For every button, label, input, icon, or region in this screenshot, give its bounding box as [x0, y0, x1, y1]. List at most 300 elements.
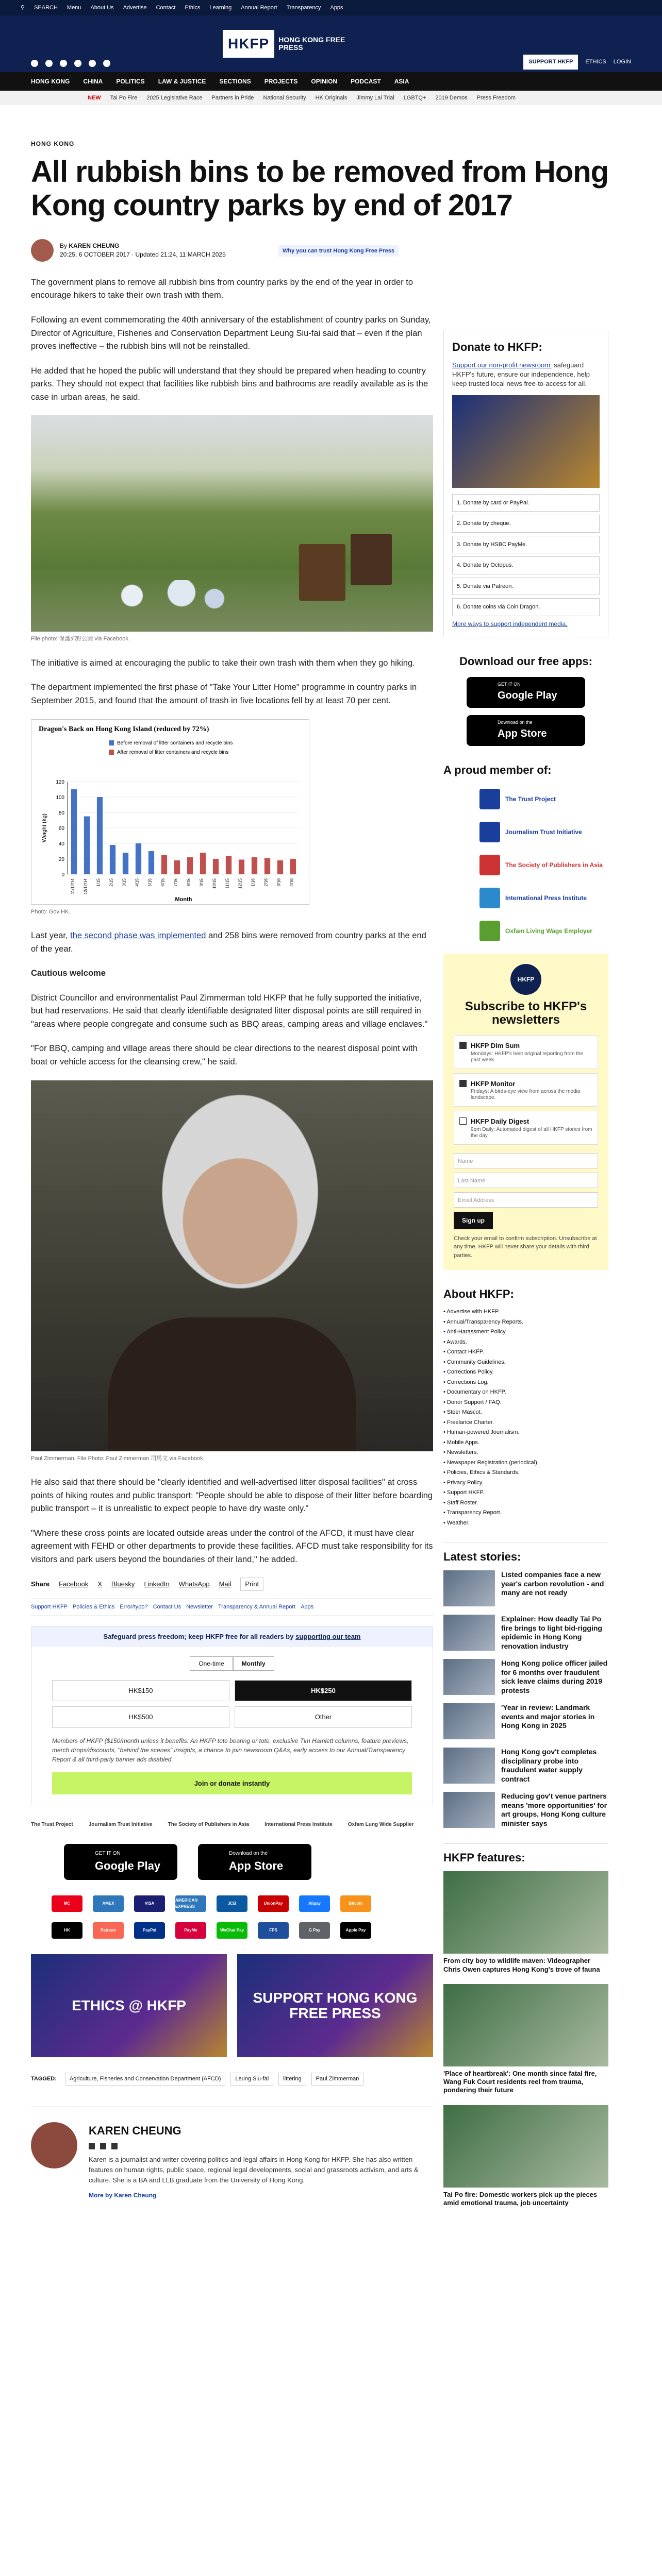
donate-option[interactable]: 4. Donate by Octopus. [452, 556, 600, 574]
y-tick-label: 20 [58, 856, 64, 862]
p6-text: Last year, [31, 931, 68, 941]
story-thumbnail[interactable] [443, 1792, 495, 1828]
main-nav [0, 72, 662, 91]
feature-image[interactable] [443, 1984, 608, 2066]
donate-box-heading [31, 1626, 433, 1647]
trending-nav [0, 91, 662, 105]
payment-method-logo: Alipay [299, 1895, 330, 1912]
nl-desc: Fridays: A birds-eye view from across the media landscape. [471, 1089, 581, 1101]
photo-caption: Paul Zimmerman. File Photo: Paul Zimmerman 司馬文 via Facebook. [31, 1455, 205, 1462]
top-link-ethics[interactable]: Ethics [185, 4, 201, 11]
paragraph: The department implemented the first phase of "Take Your Litter Home" programme in country parks in September 2015, and found that the amount of trash in five locations fell by at least 70 per cent. [31, 683, 417, 706]
amount-option[interactable]: HK$500 [52, 1706, 229, 1728]
footer-link[interactable]: Error/typo? [120, 1603, 148, 1610]
site-logo[interactable] [223, 30, 356, 58]
support-banner[interactable]: SUPPORT HONG KONG FREE PRESS [237, 1954, 433, 2057]
byline [31, 239, 433, 262]
threads-icon[interactable] [89, 60, 96, 67]
apps-heading: Download our free apps: [459, 654, 592, 668]
article-title: All rubbish bins to be removed from Hong Kong country parks by end of 2017 [31, 155, 609, 222]
story-thumbnail[interactable] [443, 1748, 495, 1784]
signup-button[interactable]: Sign up [454, 1212, 493, 1229]
rss-icon[interactable] [103, 60, 110, 67]
bar [290, 859, 296, 874]
footer-link[interactable]: Apps [301, 1603, 314, 1610]
p6-text-end: and 258 bins were removed from country parks at the end of the year. [31, 931, 426, 954]
second-phase-link[interactable]: the second phase was implemented [70, 931, 206, 941]
nav-politics[interactable]: POLITICS [116, 78, 145, 85]
member-logo[interactable] [479, 789, 608, 809]
payment-method-logo: G Pay [299, 1922, 330, 1939]
payment-method-logo: Apple Pay [340, 1922, 371, 1939]
youtube-icon[interactable] [74, 60, 81, 67]
country-park-litter-photo [31, 415, 433, 632]
about-link[interactable]: • Contact HKFP. [443, 1349, 484, 1355]
site-header [0, 15, 662, 72]
y-tick-label: 0 [61, 872, 64, 878]
litter-chart [31, 719, 309, 905]
author-name[interactable]: KAREN CHEUNG [69, 242, 120, 250]
nav-sections[interactable]: SECTIONS [219, 78, 251, 85]
top-link-apps[interactable]: Apps [330, 4, 343, 11]
feature-headline[interactable]: From city boy to wildlife maven: Videographer Chris Owen captures Hong Kong's trove of fauna [443, 1957, 600, 1973]
x-tick-label: 8/15 [186, 878, 191, 887]
newsletter-option[interactable] [454, 1111, 598, 1145]
sopa-logo[interactable]: The Society of Publishers in Asia [168, 1822, 250, 1828]
legend-swatch [109, 750, 114, 755]
bar [200, 853, 206, 874]
footer-link[interactable]: Support HKFP [31, 1603, 68, 1610]
about-link[interactable]: • Documentary on HKFP. [443, 1389, 506, 1396]
top-link-annual-report[interactable]: Annual Report [241, 4, 277, 11]
nav-china[interactable]: CHINA [83, 78, 103, 85]
paragraph: Following an event commemorating the 40th anniversary of the establishment of country parks on Sunday, Director of Agriculture, Fisheries and Conservation Department Leung Siu-fai said that – even if the plan proves ineffective – the rubbish bins will not be reinstalled. [31, 315, 431, 351]
bar [161, 855, 167, 874]
donate-card [443, 330, 608, 637]
trend-link[interactable]: Press Freedom [476, 94, 516, 101]
more-ways-link[interactable]: More ways to support independent media. [452, 620, 568, 628]
about-link[interactable]: • Anti-Harassment Policy. [443, 1329, 507, 1335]
footer-link[interactable]: Policies & Ethics [72, 1603, 115, 1610]
paragraph: He added that he hoped the public will understand that they should be prepared when heading to country parks. They should not expect that facilities like rubbish bins and bathrooms are readily available as is the case in urban areas, he said. [31, 366, 428, 402]
bar [123, 853, 128, 874]
tag[interactable]: Paul Zimmerman [311, 2073, 364, 2086]
bar [97, 797, 103, 874]
newsletter-note: Check your email to confirm subscription. Unsubscribe at any time. HKFP will never share your details with third parties. [454, 1235, 597, 1259]
latest-story[interactable] [443, 1748, 608, 1784]
x-tick-label: 2/15 [109, 878, 114, 887]
nav-podcast[interactable]: PODCAST [351, 78, 381, 85]
story-headline[interactable]: Reducing gov't venue partners means 'more opportunities' for art groups, Hong Kong culture minister says [501, 1792, 607, 1827]
about-link[interactable]: • Human-powered Journalism. [443, 1429, 520, 1436]
feature-story[interactable] [443, 1984, 608, 2095]
member-logo[interactable] [479, 855, 608, 875]
payment-method-logo: Patreon [93, 1922, 124, 1939]
about-list [443, 1308, 608, 1527]
member-logo[interactable] [479, 822, 608, 842]
donate-option[interactable]: 1. Donate by card or PayPal. [452, 494, 600, 512]
photo-caption: File photo: 保護郊野公園 via Facebook. [31, 636, 130, 642]
latest-story[interactable] [443, 1615, 608, 1651]
checkbox-icon[interactable] [459, 1117, 467, 1125]
member-name: Oxfam Living Wage Employer [505, 927, 592, 935]
bar [277, 860, 283, 874]
trend-link[interactable]: Jimmy Lai Trial [356, 94, 394, 101]
x-tick-label: 7/15 [173, 878, 178, 887]
monthly-toggle[interactable]: Monthly [233, 1656, 274, 1671]
support-hkfp-button[interactable]: SUPPORT HKFP [523, 55, 578, 70]
about-link[interactable]: • Privacy Policy. [443, 1479, 484, 1486]
share-mail[interactable]: Mail [219, 1580, 231, 1588]
feature-story[interactable] [443, 2105, 608, 2208]
payment-method-logo: AMEX [93, 1895, 124, 1912]
last-name-field[interactable]: Last Name [454, 1173, 598, 1188]
story-thumbnail[interactable] [443, 1615, 495, 1651]
article-dates: 20:25, 6 OCTOBER 2017 · Updated 21:24, 11 MARCH 2025 [60, 250, 226, 258]
member-name: The Trust Project [505, 795, 556, 803]
jti-logo[interactable]: Journalism Trust Initiative [88, 1822, 153, 1828]
apple-label: App Store [229, 1859, 284, 1873]
author-bio: Karen is a journalist and writer covering politics and legal affairs in Hong Kong for HKFP. She has also written features on human rights, public space, regional legal developments, social and grassroots activism, and arts & culture. She is a BA and LLB graduate from the University of Hong Kong. [89, 2155, 419, 2184]
gp-label: Google Play [498, 690, 557, 702]
paragraph: "For BBQ, camping and village areas there should be clear directions to the nearest disposal point with boat or vehicle access for the cleansing crew," he said. [31, 1044, 418, 1067]
top-link-contact[interactable]: Contact [156, 4, 176, 11]
about-link[interactable]: • Awards. [443, 1338, 467, 1345]
donate-option[interactable]: 3. Donate by HSBC PayMe. [452, 536, 600, 554]
features-heading: HKFP features: [443, 1843, 608, 1866]
story-thumbnail[interactable] [443, 1703, 495, 1739]
paragraph: The initiative is aimed at encouraging the public to take their own trash with them when they go hiking. [31, 658, 415, 668]
x-tick-label: 10/15 [212, 878, 217, 889]
member-name: International Press Institute [505, 894, 587, 902]
chart-caption: Photo: Gov HK. [31, 908, 71, 915]
as-label: App Store [498, 728, 547, 740]
google-small: GET IT ON [95, 1851, 121, 1857]
donate-box [31, 1626, 433, 1805]
support-newsroom-link[interactable]: Support our non-profit newsroom: [452, 361, 552, 369]
top-link-transparency[interactable]: Transparency [286, 4, 321, 11]
google-label: Google Play [95, 1859, 161, 1873]
about-link[interactable]: • Annual/Transparency Reports. [443, 1318, 524, 1325]
donate-head-text: Safeguard press freedom; keep HKFP free for all readers by [103, 1633, 294, 1641]
x-icon[interactable] [45, 60, 53, 67]
latest-story[interactable] [443, 1659, 608, 1695]
share-label: Share [31, 1580, 50, 1588]
bar [239, 859, 244, 874]
nl-title: HKFP Monitor [471, 1079, 516, 1088]
paragraph: He also said that there should be "clearly identified and well-advertised litter disposal facilities" at cross points of hiking routes and public transport: "People should be able to dispose of their litter before boarding public transport – it is unrealistic to expect people to have dry waste only." [31, 1478, 433, 1514]
why-trust-link[interactable]: Why you can trust Hong Kong Free Press [278, 245, 399, 257]
legend-entry: After removal of litter containers and recycle bins [117, 749, 229, 755]
bar [84, 816, 90, 874]
bar [174, 860, 180, 874]
newsletter-option[interactable] [454, 1035, 598, 1069]
x-tick-label: 2/16 [263, 878, 269, 887]
oxfam-logo[interactable]: Oxfam Lung Wide Supplier [347, 1822, 414, 1828]
latest-story[interactable] [443, 1703, 608, 1739]
sidebar [443, 330, 608, 2217]
legend-swatch [109, 740, 114, 745]
latest-story[interactable] [443, 1792, 608, 1828]
y-axis-label: Weight (kg) [41, 813, 47, 842]
feature-headline[interactable]: Tai Po fire: Domestic workers pick up the pieces amid emotional trauma, job uncertainty [443, 2190, 598, 2207]
about-link[interactable]: • Staff Roster. [443, 1499, 478, 1506]
chart-svg [31, 720, 310, 905]
bar [264, 858, 270, 874]
nl-title: HKFP Dim Sum [471, 1042, 520, 1050]
linkedin-icon[interactable] [111, 2143, 118, 2149]
donate-heading: Donate to HKFP: [452, 341, 542, 353]
tagged-label: TAGGED: [31, 2076, 57, 2082]
bar [136, 843, 141, 874]
as-small: Download on the [498, 719, 533, 725]
payment-method-logo: AMERICAN EXPRESS [175, 1895, 206, 1912]
footer-link[interactable]: Transparency & Annual Report [218, 1603, 296, 1610]
feature-image[interactable] [443, 1871, 608, 1954]
about-link[interactable]: • Steer Mascot. [443, 1409, 482, 1416]
trend-link[interactable]: Partners in Pride [211, 94, 254, 101]
member-name: Journalism Trust Initiative [505, 828, 582, 836]
sidebar-app-store[interactable] [467, 715, 585, 746]
about-link[interactable]: • Community Guidelines. [443, 1359, 506, 1365]
donate-option[interactable]: 6. Donate coins via Coin Dragon. [452, 598, 600, 616]
new-badge: NEW [88, 94, 101, 101]
about-link[interactable]: • Corrections Log. [443, 1379, 489, 1385]
about-link[interactable]: • Advertise with HKFP. [443, 1309, 500, 1315]
x-axis-label: Month [175, 896, 192, 903]
author-box [31, 2106, 433, 2200]
checkbox-icon[interactable] [459, 1080, 467, 1087]
donate-option[interactable]: 2. Donate by cheque. [452, 515, 600, 533]
apple-small: Download on the [229, 1851, 268, 1857]
about-link[interactable]: • Transparency Report. [443, 1510, 502, 1516]
nav-law[interactable]: LAW & JUSTICE [158, 78, 206, 85]
nav-projects[interactable]: PROJECTS [264, 78, 298, 85]
about-link[interactable]: • Freelance Charter. [443, 1419, 494, 1426]
search-icon[interactable]: ⚲ [21, 4, 25, 11]
newsletter-signup [443, 954, 608, 1270]
x-tick-label: 4/16 [289, 878, 294, 887]
share-bluesky[interactable]: Bluesky [111, 1580, 135, 1588]
instagram-icon[interactable] [60, 60, 67, 67]
donate-image [452, 395, 600, 488]
newsletter-option[interactable] [454, 1073, 598, 1107]
nl-desc: Mondays: HKFP's best original reporting from the past week. [471, 1050, 584, 1063]
member-benefits-text: Members of HKFP ($150/month unless it benefits: An HKFP tote bearing or tote, exclusive Tim Hamlett columns, feature previews, merch drops/discounts, "behind the scenes" insights, a chance to join newsroom Q&As, early access to our Annual/Transparency Report & all third-party banner ads disabled. [52, 1737, 409, 1763]
top-link-learning[interactable]: Learning [209, 4, 232, 11]
menu-button[interactable]: Menu [67, 4, 81, 11]
payment-method-logo: VISA [134, 1895, 165, 1912]
article-category[interactable]: HONG KONG [31, 140, 75, 147]
nl-desc: 9pm Daily: Automated digest of all HKFP stories from the day. [471, 1126, 592, 1139]
latest-list [443, 1570, 608, 1828]
x-icon[interactable] [89, 2143, 95, 2149]
amount-option[interactable]: Other [235, 1706, 412, 1728]
amount-option[interactable]: HK$150 [52, 1680, 229, 1702]
story-headline[interactable]: Explainer: How deadly Tai Po fire brings to light bid-rigging epidemic in Hong Kong renovation industry [501, 1615, 602, 1650]
logo-mark: HKFP [223, 30, 274, 58]
story-thumbnail[interactable] [443, 1570, 495, 1606]
x-tick-label: 4/15 [135, 878, 140, 887]
payment-method-logo: HK [52, 1922, 82, 1939]
share-facebook[interactable]: Facebook [59, 1580, 89, 1588]
x-tick-label: 12/12/14 [83, 878, 88, 894]
payment-method-logo: UnionPay [258, 1895, 289, 1912]
member-logo[interactable] [479, 921, 608, 941]
trend-link[interactable]: National Security [263, 94, 306, 101]
checkbox-icon[interactable] [459, 1042, 467, 1049]
trust-project-logo[interactable]: The Trust Project [31, 1822, 73, 1828]
nl-title: HKFP Daily Digest [471, 1117, 529, 1126]
join-donate-button[interactable]: Join or donate instantly [52, 1772, 412, 1795]
footer-link[interactable]: Newsletter [186, 1603, 213, 1610]
trend-link[interactable]: LGBTQ+ [403, 94, 426, 101]
logo-text: HONG KONG FREE PRESS [278, 35, 345, 52]
paragraph: District Councillor and environmentalist Paul Zimmerman told HKFP that he fully supported the initiative, but had reservations. He said that clearly identifiable designated litter disposal points are still required in "areas where people congregate and consume such as BBQ areas, camping areas and village enclaves." [31, 993, 428, 1029]
trend-link[interactable]: 2019 Demos [435, 94, 468, 101]
by-label: By [60, 242, 68, 250]
x-tick-label: 12/15 [238, 878, 243, 889]
instagram-icon[interactable] [100, 2143, 106, 2149]
author-box-name[interactable]: KAREN CHEUNG [89, 2124, 181, 2137]
trend-link[interactable]: 2025 Legislative Race [146, 94, 203, 101]
tag[interactable]: littering [278, 2073, 306, 2086]
payment-methods [52, 1895, 433, 1939]
y-tick-label: 80 [58, 810, 64, 816]
latest-heading: Latest stories: [443, 1543, 608, 1565]
google-play-button[interactable] [64, 1844, 177, 1880]
tag[interactable]: Agriculture, Fisheries and Conservation Department (AFCD) [65, 2073, 225, 2086]
bar [226, 856, 231, 874]
nav-asia[interactable]: ASIA [394, 78, 409, 85]
nav-hong-kong[interactable]: HONG KONG [31, 78, 70, 85]
amount-option-selected[interactable]: HK$250 [235, 1680, 412, 1702]
paul-zimmerman-photo [31, 1080, 433, 1451]
donate-text: safeguard HKFP's future, ensure our independence, help keep trusted local news free-to-access for all. [452, 361, 590, 388]
top-link-advertise[interactable]: Advertise [123, 4, 147, 11]
ethics-link[interactable]: ETHICS [585, 59, 606, 65]
legend-entry: Before removal of litter containers and recycle bins [117, 740, 233, 746]
paragraph [31, 929, 433, 956]
latest-story[interactable] [443, 1570, 608, 1606]
more-by-author-link[interactable]: More by Karen Cheung [89, 2192, 157, 2199]
print-button[interactable]: Print [240, 1578, 263, 1591]
bar [252, 857, 257, 874]
bar [71, 789, 77, 874]
payment-method-logo: Bitcoin [340, 1895, 371, 1912]
tag[interactable]: Leung Siu-fai [230, 2073, 273, 2086]
x-tick-label: 6/15 [160, 878, 166, 887]
newsletter-heading: Subscribe to HKFP's newsletters [465, 999, 587, 1027]
story-headline[interactable]: 'Year in review: Landmark events and major stories in Hong Kong in 2025 [501, 1703, 595, 1730]
article-footer-links [31, 1598, 433, 1616]
social-links [31, 60, 110, 67]
app-store-button[interactable] [198, 1844, 311, 1880]
x-tick-label: 1/16 [251, 878, 256, 887]
sidebar-google-play[interactable] [467, 677, 585, 708]
story-headline[interactable]: Hong Kong police officer jailed for 6 months over fraudulent sick leave claims during 2019 protests [501, 1659, 608, 1694]
about-link[interactable]: • Support HKFP. [443, 1489, 485, 1496]
ethics-banner[interactable]: ETHICS @ HKFP [31, 1954, 227, 2057]
nav-opinion[interactable]: OPINION [311, 78, 338, 85]
x-tick-label: 9/15 [199, 878, 204, 887]
proud-member-heading: A proud member of: [443, 763, 552, 776]
story-thumbnail[interactable] [443, 1659, 495, 1695]
about-link[interactable]: • Weather. [443, 1519, 470, 1526]
about-heading: About HKFP: [443, 1287, 514, 1301]
author-avatar-large[interactable] [31, 2122, 77, 2168]
x-tick-label: 11/12/14 [70, 878, 75, 894]
ipi-logo[interactable]: International Press Institute [264, 1822, 333, 1828]
payment-method-logo: JCB [217, 1895, 247, 1912]
payment-method-logo: PayPal [134, 1922, 165, 1939]
email-field[interactable]: Email Address [454, 1192, 598, 1208]
trend-link[interactable]: Tai Po Fire [110, 94, 138, 101]
x-tick-label: 11/15 [225, 878, 230, 889]
y-tick-label: 40 [58, 841, 64, 847]
about-link[interactable]: • Newspaper Registration (periodical). [443, 1459, 539, 1466]
login-link[interactable]: LOGIN [613, 59, 631, 65]
member-name: The Society of Publishers in Asia [505, 861, 603, 869]
share-bar [31, 1578, 433, 1591]
paragraph: "Where these cross points are located outside areas under the control of the AFCD, it must have clear agreement with FEHD or other departments to provide these facilities. AFCD must take responsibility for its visitors and park users beyond the boundaries of their land," he added. [31, 1528, 433, 1564]
share-x[interactable]: X [97, 1580, 102, 1588]
footer-link[interactable]: Contact Us [153, 1603, 181, 1610]
share-whatsapp[interactable]: WhatsApp [178, 1580, 210, 1588]
newsletter-logo: HKFP [510, 964, 541, 995]
x-tick-label: 3/15 [122, 878, 127, 887]
feature-image[interactable] [443, 2105, 608, 2188]
author-avatar[interactable] [31, 239, 54, 262]
subheading: Cautious welcome [31, 969, 106, 978]
x-tick-label: 5/15 [147, 878, 153, 887]
features-list [443, 1871, 608, 2207]
bar [213, 859, 219, 874]
top-bar [0, 0, 662, 15]
one-time-toggle[interactable]: One-time [190, 1656, 233, 1671]
y-tick-label: 120 [56, 779, 64, 785]
about-link[interactable]: • Policies, Ethics & Standards. [443, 1469, 520, 1476]
payment-method-logo: WeChat Pay [217, 1922, 247, 1939]
top-link-about[interactable]: About Us [90, 4, 114, 11]
facebook-icon[interactable] [31, 60, 38, 67]
payment-method-logo: PayMe [175, 1922, 206, 1939]
feature-story[interactable] [443, 1871, 608, 1974]
about-link[interactable]: • Corrections Policy. [443, 1369, 494, 1376]
story-headline[interactable]: Listed companies face a new year's carbon revolution - and many are not ready [501, 1570, 604, 1597]
member-logo[interactable] [479, 888, 608, 908]
trend-link[interactable]: HK Originals [315, 94, 347, 101]
y-tick-label: 100 [56, 794, 64, 801]
gp-small: GET IT ON [498, 681, 521, 687]
bar [110, 845, 115, 874]
bar [148, 851, 154, 874]
story-headline[interactable]: Hong Kong gov't completes disciplinary probe into fraudulent water supply contract [501, 1748, 597, 1783]
support-team-link[interactable]: supporting our team [295, 1633, 361, 1641]
about-link[interactable]: • Newsletters. [443, 1449, 478, 1456]
share-linkedin[interactable]: LinkedIn [144, 1580, 170, 1588]
search-label[interactable]: SEARCH [34, 4, 58, 11]
first-name-field[interactable]: Name [454, 1153, 598, 1168]
trust-logos [31, 1821, 433, 1828]
donate-option[interactable]: 5. Donate via Patreon. [452, 578, 600, 596]
about-link[interactable]: • Donor Support / FAQ. [443, 1399, 502, 1405]
y-tick-label: 60 [58, 825, 64, 832]
about-link[interactable]: • Mobile Apps. [443, 1439, 479, 1446]
feature-headline[interactable]: 'Place of heartbreak': One month since fatal fire, Wang Fuk Court residents reel from trauma, pondering their future [443, 2069, 597, 2094]
payment-method-logo: MC [52, 1895, 82, 1912]
paragraph: The government plans to remove all rubbish bins from country parks by the end of the year in order to encourage hikers to take their own trash with them. [31, 277, 413, 300]
